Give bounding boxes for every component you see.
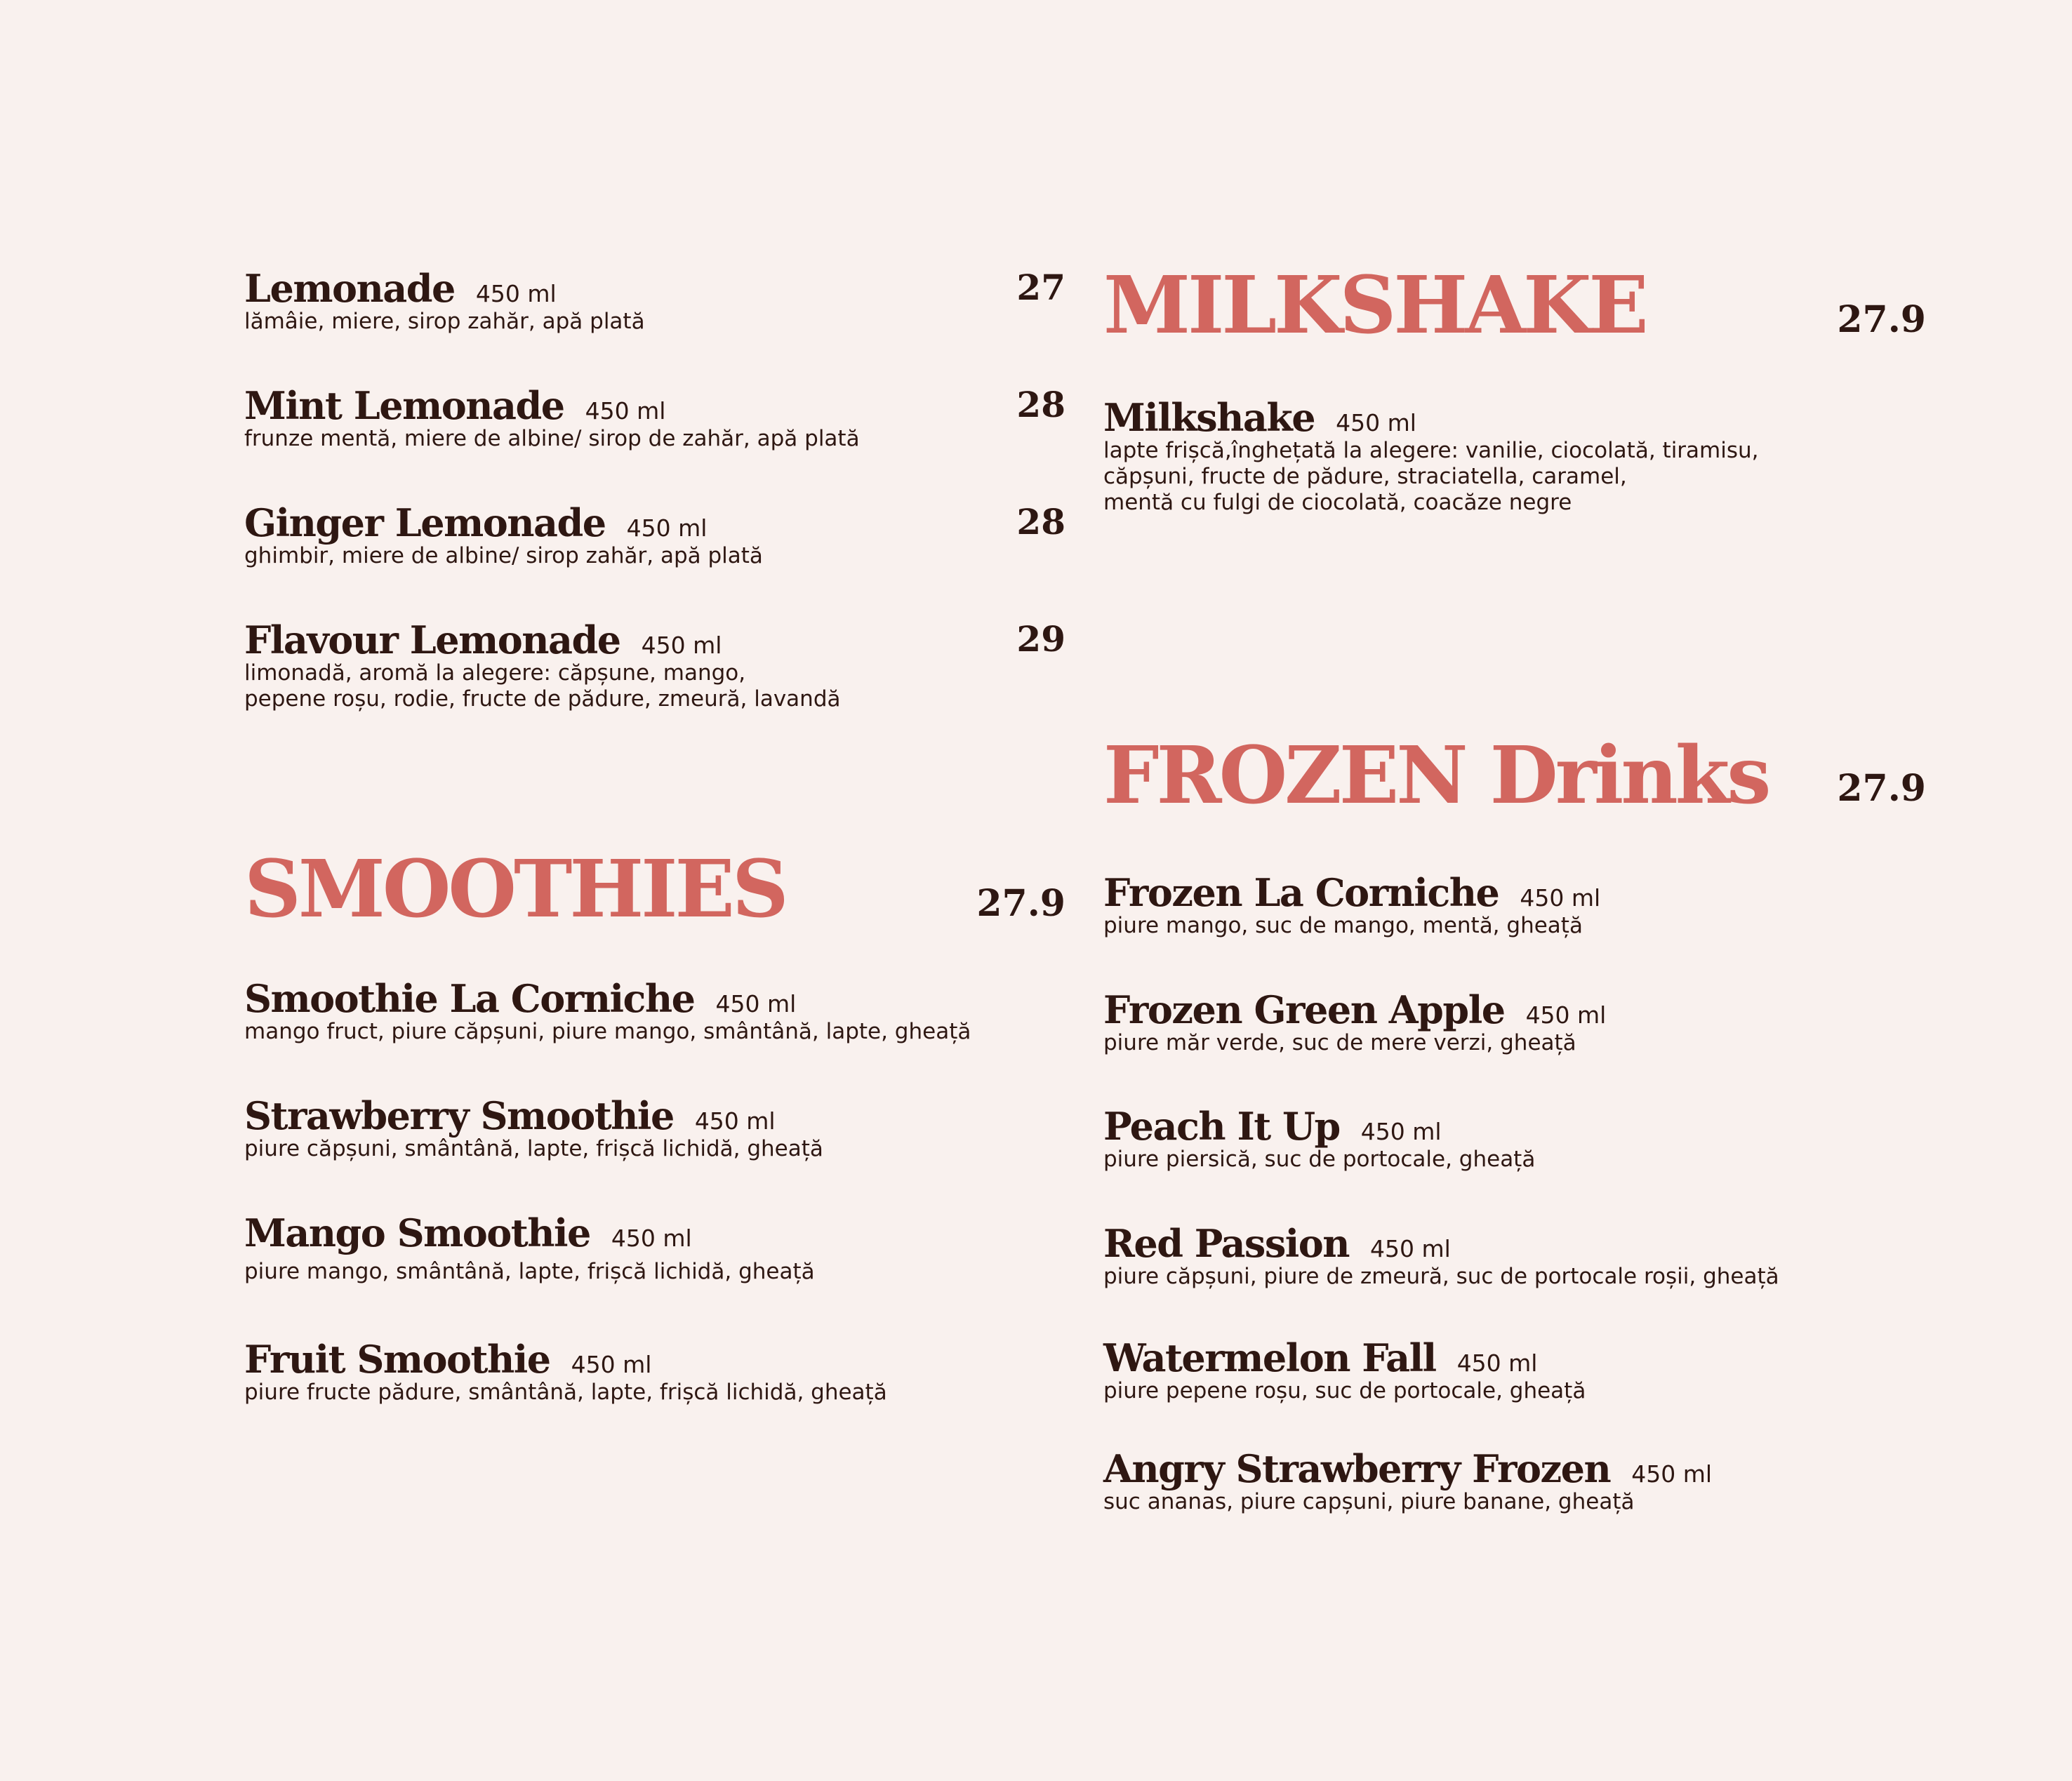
item-name: Mango Smoothie [244, 1210, 590, 1255]
menu-item-milkshake [1103, 395, 1926, 516]
item-description: pepene roșu, rodie, fructe de pădure, zmeură, lavandă [244, 686, 841, 712]
item-name: Red Passion [1103, 1221, 1350, 1266]
item-description: piure pepene roșu, suc de portocale, gheață [1103, 1378, 1586, 1403]
item-price: 28 [1016, 384, 1065, 425]
item-volume: 450 ml [1370, 1235, 1451, 1262]
item-description: mango fruct, piure căpșuni, piure mango, smântână, lapte, gheață [244, 1019, 971, 1044]
item-description: căpșuni, fructe de pădure, straciatella, caramel, [1103, 464, 1627, 489]
menu-item-fruit-smoothie [244, 1337, 1065, 1406]
menu-item-ginger-lemonade [244, 500, 1065, 569]
menu-item-mango-smoothie [244, 1210, 1065, 1285]
item-volume: 450 ml [626, 514, 708, 542]
menu-item-watermelon-fall [1103, 1335, 1926, 1404]
item-price: 27 [1016, 267, 1065, 308]
menu-item-smoothie-la-corniche [244, 976, 1065, 1045]
item-name: Frozen La Corniche [1103, 870, 1499, 915]
item-volume: 450 ml [1360, 1118, 1442, 1145]
section-price-frozen-drinks: 27.9 [1837, 767, 1926, 810]
item-name: Fruit Smoothie [244, 1337, 550, 1382]
menu-item-flavour-lemonade [244, 618, 1065, 712]
item-name: Peach It Up [1103, 1104, 1340, 1149]
menu-item-lemonade [244, 266, 1065, 335]
item-description: piure căpșuni, piure de zmeură, suc de portocale roșii, gheață [1103, 1264, 1779, 1289]
item-description: piure piersică, suc de portocale, gheață [1103, 1147, 1536, 1172]
item-description: frunze mentă, miere de albine/ sirop de zahăr, apă plată [244, 426, 860, 451]
section-price-smoothies: 27.9 [976, 882, 1065, 925]
item-description: piure căpșuni, smântână, lapte, frișcă lichidă, gheață [244, 1136, 823, 1161]
item-description: piure fructe pădure, smântână, lapte, frișcă lichidă, gheață [244, 1380, 887, 1405]
item-description: lapte frișcă,înghețată la alegere: vanilie, ciocolată, tiramisu, [1103, 438, 1759, 463]
item-name: Milkshake [1103, 395, 1315, 440]
item-price: 29 [1016, 618, 1065, 660]
item-name: Flavour Lemonade [244, 618, 620, 662]
item-description: ghimbir, miere de albine/ sirop zahăr, apă plată [244, 543, 763, 568]
menu-item-frozen-green-apple [1103, 987, 1926, 1056]
menu-item-mint-lemonade [244, 383, 1065, 452]
item-description: lămâie, miere, sirop zahăr, apă plată [244, 309, 645, 334]
item-description: mentă cu fulgi de ciocolată, coacăze negre [1103, 490, 1572, 515]
item-volume: 450 ml [694, 1107, 776, 1135]
item-description: piure mango, suc de mango, mentă, gheață [1103, 913, 1583, 938]
item-volume: 450 ml [585, 397, 666, 425]
item-name: Strawberry Smoothie [244, 1093, 674, 1138]
section-price-milkshake: 27.9 [1837, 298, 1926, 341]
item-description: limonadă, aromă la alegere: căpșune, mango, [244, 660, 746, 686]
item-name: Watermelon Fall [1103, 1335, 1436, 1380]
item-name: Lemonade [244, 266, 455, 311]
item-name: Smoothie La Corniche [244, 976, 695, 1021]
item-volume: 450 ml [1520, 884, 1601, 912]
section-title-smoothies: SMOOTHIES [244, 843, 786, 935]
item-volume: 450 ml [571, 1351, 652, 1378]
item-volume: 450 ml [475, 280, 557, 307]
menu-item-red-passion [1103, 1221, 1926, 1290]
item-volume: 450 ml [1525, 1001, 1607, 1029]
item-volume: 450 ml [641, 632, 722, 659]
item-name: Frozen Green Apple [1103, 987, 1505, 1032]
item-volume: 450 ml [1456, 1349, 1538, 1377]
item-name: Mint Lemonade [244, 383, 564, 428]
item-description: piure mango, smântână, lapte, frișcă lichidă, gheață [244, 1259, 815, 1284]
menu-item-angry-strawberry-frozen [1103, 1446, 1926, 1515]
item-description: piure măr verde, suc de mere verzi, gheață [1103, 1030, 1576, 1055]
item-name: Ginger Lemonade [244, 500, 606, 545]
item-description: suc ananas, piure capșuni, piure banane, gheață [1103, 1489, 1635, 1514]
section-title-frozen-drinks: FROZEN Drinks [1103, 730, 1769, 822]
item-volume: 450 ml [611, 1225, 692, 1252]
item-name: Angry Strawberry Frozen [1103, 1446, 1611, 1491]
section-title-milkshake: MILKSHAKE [1103, 260, 1646, 352]
item-price: 28 [1016, 501, 1065, 542]
item-volume: 450 ml [1336, 409, 1416, 436]
item-volume: 450 ml [1631, 1460, 1713, 1488]
menu-item-frozen-la-corniche [1103, 870, 1926, 939]
menu-item-strawberry-smoothie [244, 1093, 1065, 1162]
item-volume: 450 ml [715, 990, 797, 1018]
menu-item-peach-it-up [1103, 1104, 1926, 1173]
